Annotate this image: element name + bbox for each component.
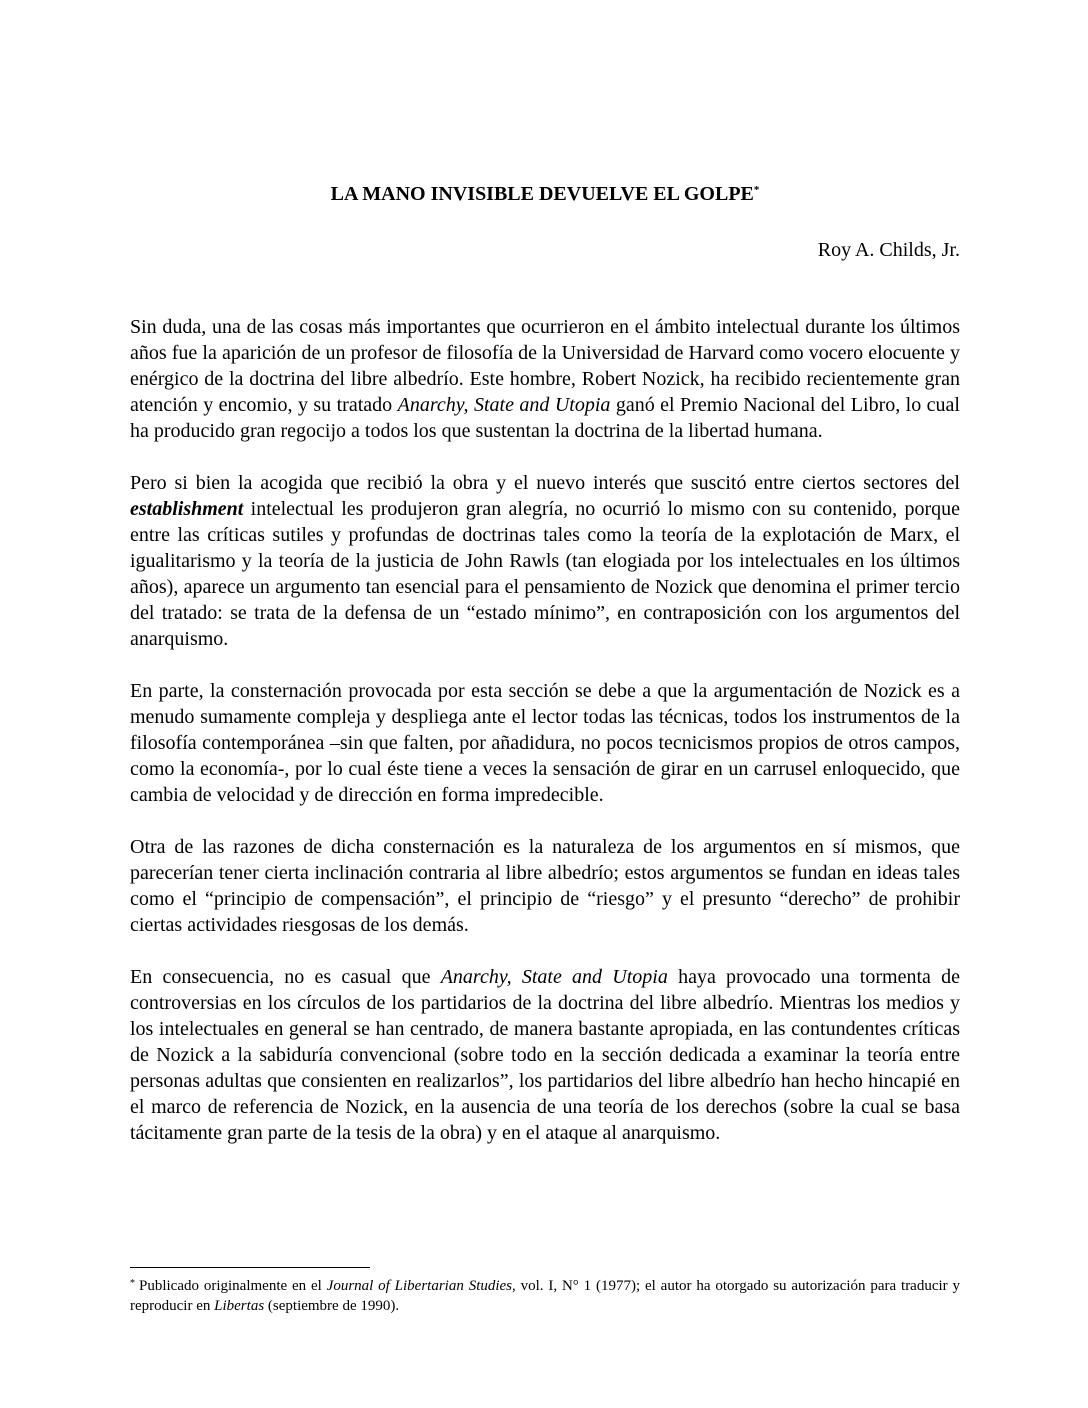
paragraph-2-text-a: Pero si bien la acogida que recibió la obra y el nuevo interés que suscitó entre ciertos sectores del	[130, 472, 960, 494]
paragraph-1	[130, 314, 960, 444]
footnote-marker: *	[130, 1278, 135, 1289]
document-title	[130, 180, 960, 208]
paragraph-3: En parte, la consternación provocada por esta sección se debe a que la argumentación de Nozick es a menudo sumamente compleja y despliega ante el lector todas las técnicas, todos los instrumentos de la filosofía contemporánea –sin que falten, por añadidura, no pocos tecnicismos propios de otros campos, como la economía-, por lo cual éste tiene a veces la sensación de girar en un carrusel enloquecido, que cambia de velocidad y de dirección en forma impredecible.	[130, 680, 960, 806]
paragraph-2	[130, 470, 960, 652]
footnote-reference-marker[interactable]: *	[753, 184, 760, 196]
paragraph-1-text-c: ganó el Premio Nacional del Libro, lo cual ha producido gran regocijo a todos los que sustentan la doctrina de la libertad humana.	[130, 394, 960, 442]
footnote	[130, 1276, 960, 1316]
title-text: LA MANO INVISIBLE DEVUELVE EL GOLPE	[330, 183, 754, 205]
libertas-title-italic: Libertas	[214, 1298, 265, 1314]
paragraph-1-text-a: Sin duda, una de las cosas más importantes que ocurrieron en el ámbito intelectual durante los últimos años fue la aparición de un profesor de filosofía de la Universidad de Harvard como vocero elocuente y enérgico de la doctrina del libre albedrío. Este hombre, Robert Nozick, ha recibido recientemente gran atención y encomio, y su tratado	[130, 316, 960, 416]
book-title-italic: Anarchy, State and Utopia	[397, 394, 611, 416]
paragraph-5	[130, 964, 960, 1146]
book-title-italic: Anarchy, State and Utopia	[440, 966, 668, 988]
footnote-divider	[130, 1267, 370, 1268]
establishment-emphasis: establishment	[130, 498, 244, 520]
paragraph-5-text-a: En consecuencia, no es casual que	[130, 966, 441, 988]
footnote-text-e: (septiembre de 1990).	[264, 1298, 400, 1314]
footnote-text-c: , vol. I, N° 1 (1977); el autor ha otorgado su autorización para traducir y reproducir en	[130, 1278, 961, 1314]
author-name: Roy A. Childs, Jr.	[817, 239, 960, 261]
journal-title-italic: Journal of Libertarian Studies	[326, 1278, 513, 1294]
paragraph-5-text-c: haya provocado una tormenta de controversias en los círculos de los partidarios de la doctrina del libre albedrío. Mientras los medios y los intelectuales en general se han centrado, de manera bastante apropiada, en las contundentes críticas de Nozick a la sabiduría convencional (sobre todo en la sección dedicada a examinar la teoría entre personas adultas que consienten en realizarlos”, los partidarios del libre albedrío han hecho hincapié en el marco de referencia de Nozick, en la ausencia de una teoría de los derechos (sobre la cual se basa tácitamente gran parte de la tesis de la obra) y en el ataque al anarquismo.	[130, 966, 960, 1144]
article-body	[130, 314, 960, 1172]
footnote-text-a: Publicado originalmente en el	[139, 1278, 327, 1294]
paragraph-4: Otra de las razones de dicha consternación es la naturaleza de los argumentos en sí mismos, que parecerían tener cierta inclinación contraria al libre albedrío; estos argumentos se fundan en ideas tales como el “principio de compensación”, el principio de “riesgo” y el presunto “derecho” de prohibir ciertas actividades riesgosas de los demás.	[130, 836, 960, 936]
paragraph-2-text-c: intelectual les produjeron gran alegría, no ocurrió lo mismo con su contenido, porque entre las críticas sutiles y profundas de doctrinas tales como la teoría de la explotación de Marx, el igualitarismo y la teoría de la justicia de John Rawls (tan elogiada por los intelectuales en los últimos años), aparece un argumento tan esencial para el pensamiento de Nozick que denomina el primer tercio del tratado: se trata de la defensa de un “estado mínimo”, en contraposición con los argumentos del anarquismo.	[130, 498, 960, 650]
